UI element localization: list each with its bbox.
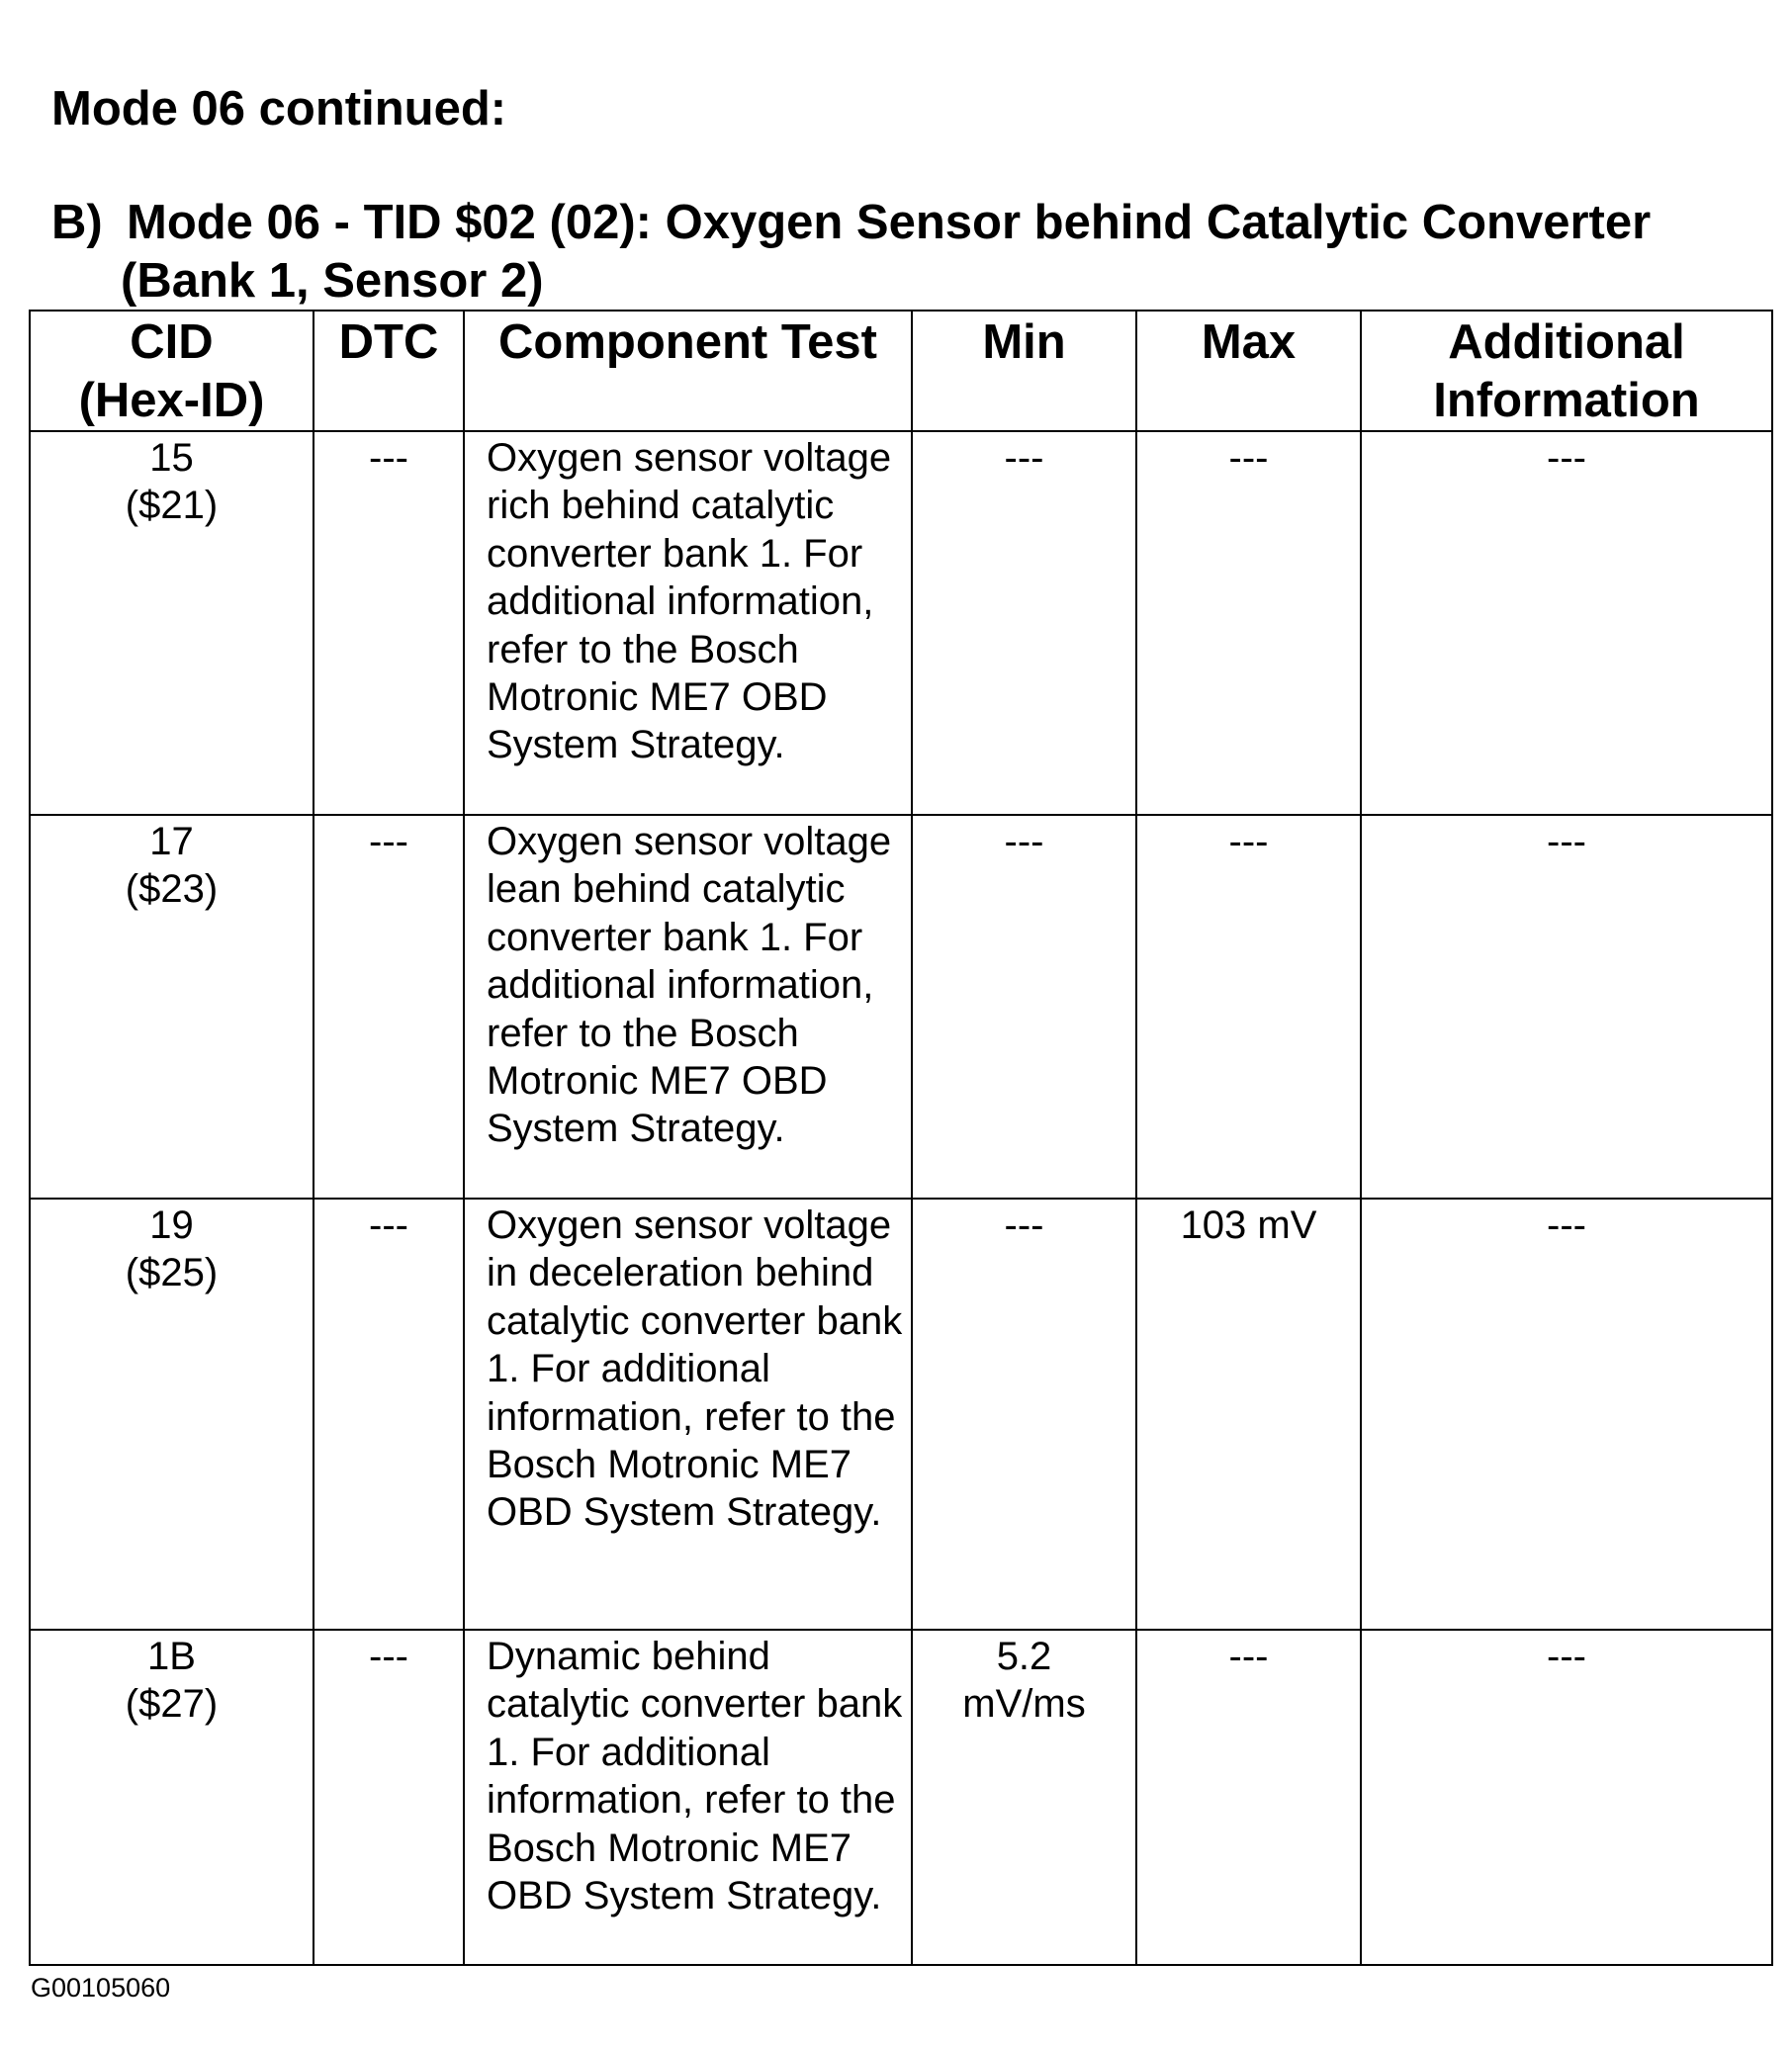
cell-min: --- bbox=[912, 815, 1136, 1199]
figure-id: G00105060 bbox=[31, 1973, 171, 2003]
table-row bbox=[30, 1199, 1772, 1630]
section-title-line1: Mode 06 - TID $02 (02): Oxygen Sensor behind Catalytic Converter bbox=[127, 196, 1652, 249]
cell-cid bbox=[30, 1630, 314, 1965]
header-cid-sub: (Hex-ID) bbox=[78, 374, 265, 427]
cell-dtc: --- bbox=[314, 815, 464, 1199]
min-unit: mV/ms bbox=[962, 1682, 1086, 1727]
section-label: B) bbox=[51, 196, 103, 249]
cell-dtc: --- bbox=[314, 1199, 464, 1630]
cell-component-test: Oxygen sensor voltage rich behind catalytic converter bank 1. For additional information, refer to the Bosch Motronic ME7 OBD System Strategy. bbox=[464, 431, 912, 815]
header-min: Min bbox=[912, 311, 1136, 431]
cell-component-test: Oxygen sensor voltage lean behind catalytic converter bank 1. For additional information, refer to the Bosch Motronic ME7 OBD System Strategy. bbox=[464, 815, 912, 1199]
cell-additional: --- bbox=[1361, 1630, 1772, 1965]
cid-value: 1B bbox=[147, 1635, 196, 1678]
cell-component-test: Oxygen sensor voltage in deceleration behind catalytic converter bank 1. For additional information, refer to the Bosch Motronic ME7 OBD System Strategy. bbox=[464, 1199, 912, 1630]
table-row bbox=[30, 431, 1772, 815]
cell-additional: --- bbox=[1361, 1199, 1772, 1630]
cid-value: 17 bbox=[149, 820, 194, 863]
mode06-tid-table bbox=[29, 310, 1773, 1966]
cell-cid bbox=[30, 815, 314, 1199]
header-additional-information bbox=[1361, 311, 1772, 431]
cell-additional: --- bbox=[1361, 431, 1772, 815]
hex-id-value: ($25) bbox=[125, 1251, 219, 1295]
hex-id-value: ($23) bbox=[125, 867, 219, 912]
cell-min bbox=[912, 1630, 1136, 1965]
min-value: 5.2 bbox=[996, 1635, 1052, 1678]
header-max: Max bbox=[1136, 311, 1361, 431]
hex-id-value: ($27) bbox=[125, 1682, 219, 1727]
header-component-test: Component Test bbox=[464, 311, 912, 431]
hex-id-value: ($21) bbox=[125, 484, 219, 528]
cell-max: --- bbox=[1136, 431, 1361, 815]
table-header-row bbox=[30, 311, 1772, 431]
section-title-line2: (Bank 1, Sensor 2) bbox=[121, 254, 544, 308]
cell-max: --- bbox=[1136, 1630, 1361, 1965]
cid-value: 15 bbox=[149, 436, 194, 480]
page-heading: Mode 06 continued: bbox=[51, 82, 507, 135]
cell-max: 103 mV bbox=[1136, 1199, 1361, 1630]
cell-component-test: Dynamic behind catalytic converter bank 1. For additional information, refer to the Bosch Motronic ME7 OBD System Strategy. bbox=[464, 1630, 912, 1965]
cell-min: --- bbox=[912, 1199, 1136, 1630]
cell-min: --- bbox=[912, 431, 1136, 815]
table-row bbox=[30, 815, 1772, 1199]
header-cid bbox=[30, 311, 314, 431]
cell-cid bbox=[30, 431, 314, 815]
cell-cid bbox=[30, 1199, 314, 1630]
cell-dtc: --- bbox=[314, 431, 464, 815]
header-additional-line2: Information bbox=[1433, 374, 1700, 427]
header-cid-label: CID bbox=[130, 315, 214, 369]
cell-dtc: --- bbox=[314, 1630, 464, 1965]
cell-additional: --- bbox=[1361, 815, 1772, 1199]
section-title bbox=[51, 194, 1772, 311]
table-row bbox=[30, 1630, 1772, 1965]
cid-value: 19 bbox=[149, 1203, 194, 1247]
cell-max: --- bbox=[1136, 815, 1361, 1199]
header-dtc: DTC bbox=[314, 311, 464, 431]
header-additional-line1: Additional bbox=[1448, 315, 1685, 369]
